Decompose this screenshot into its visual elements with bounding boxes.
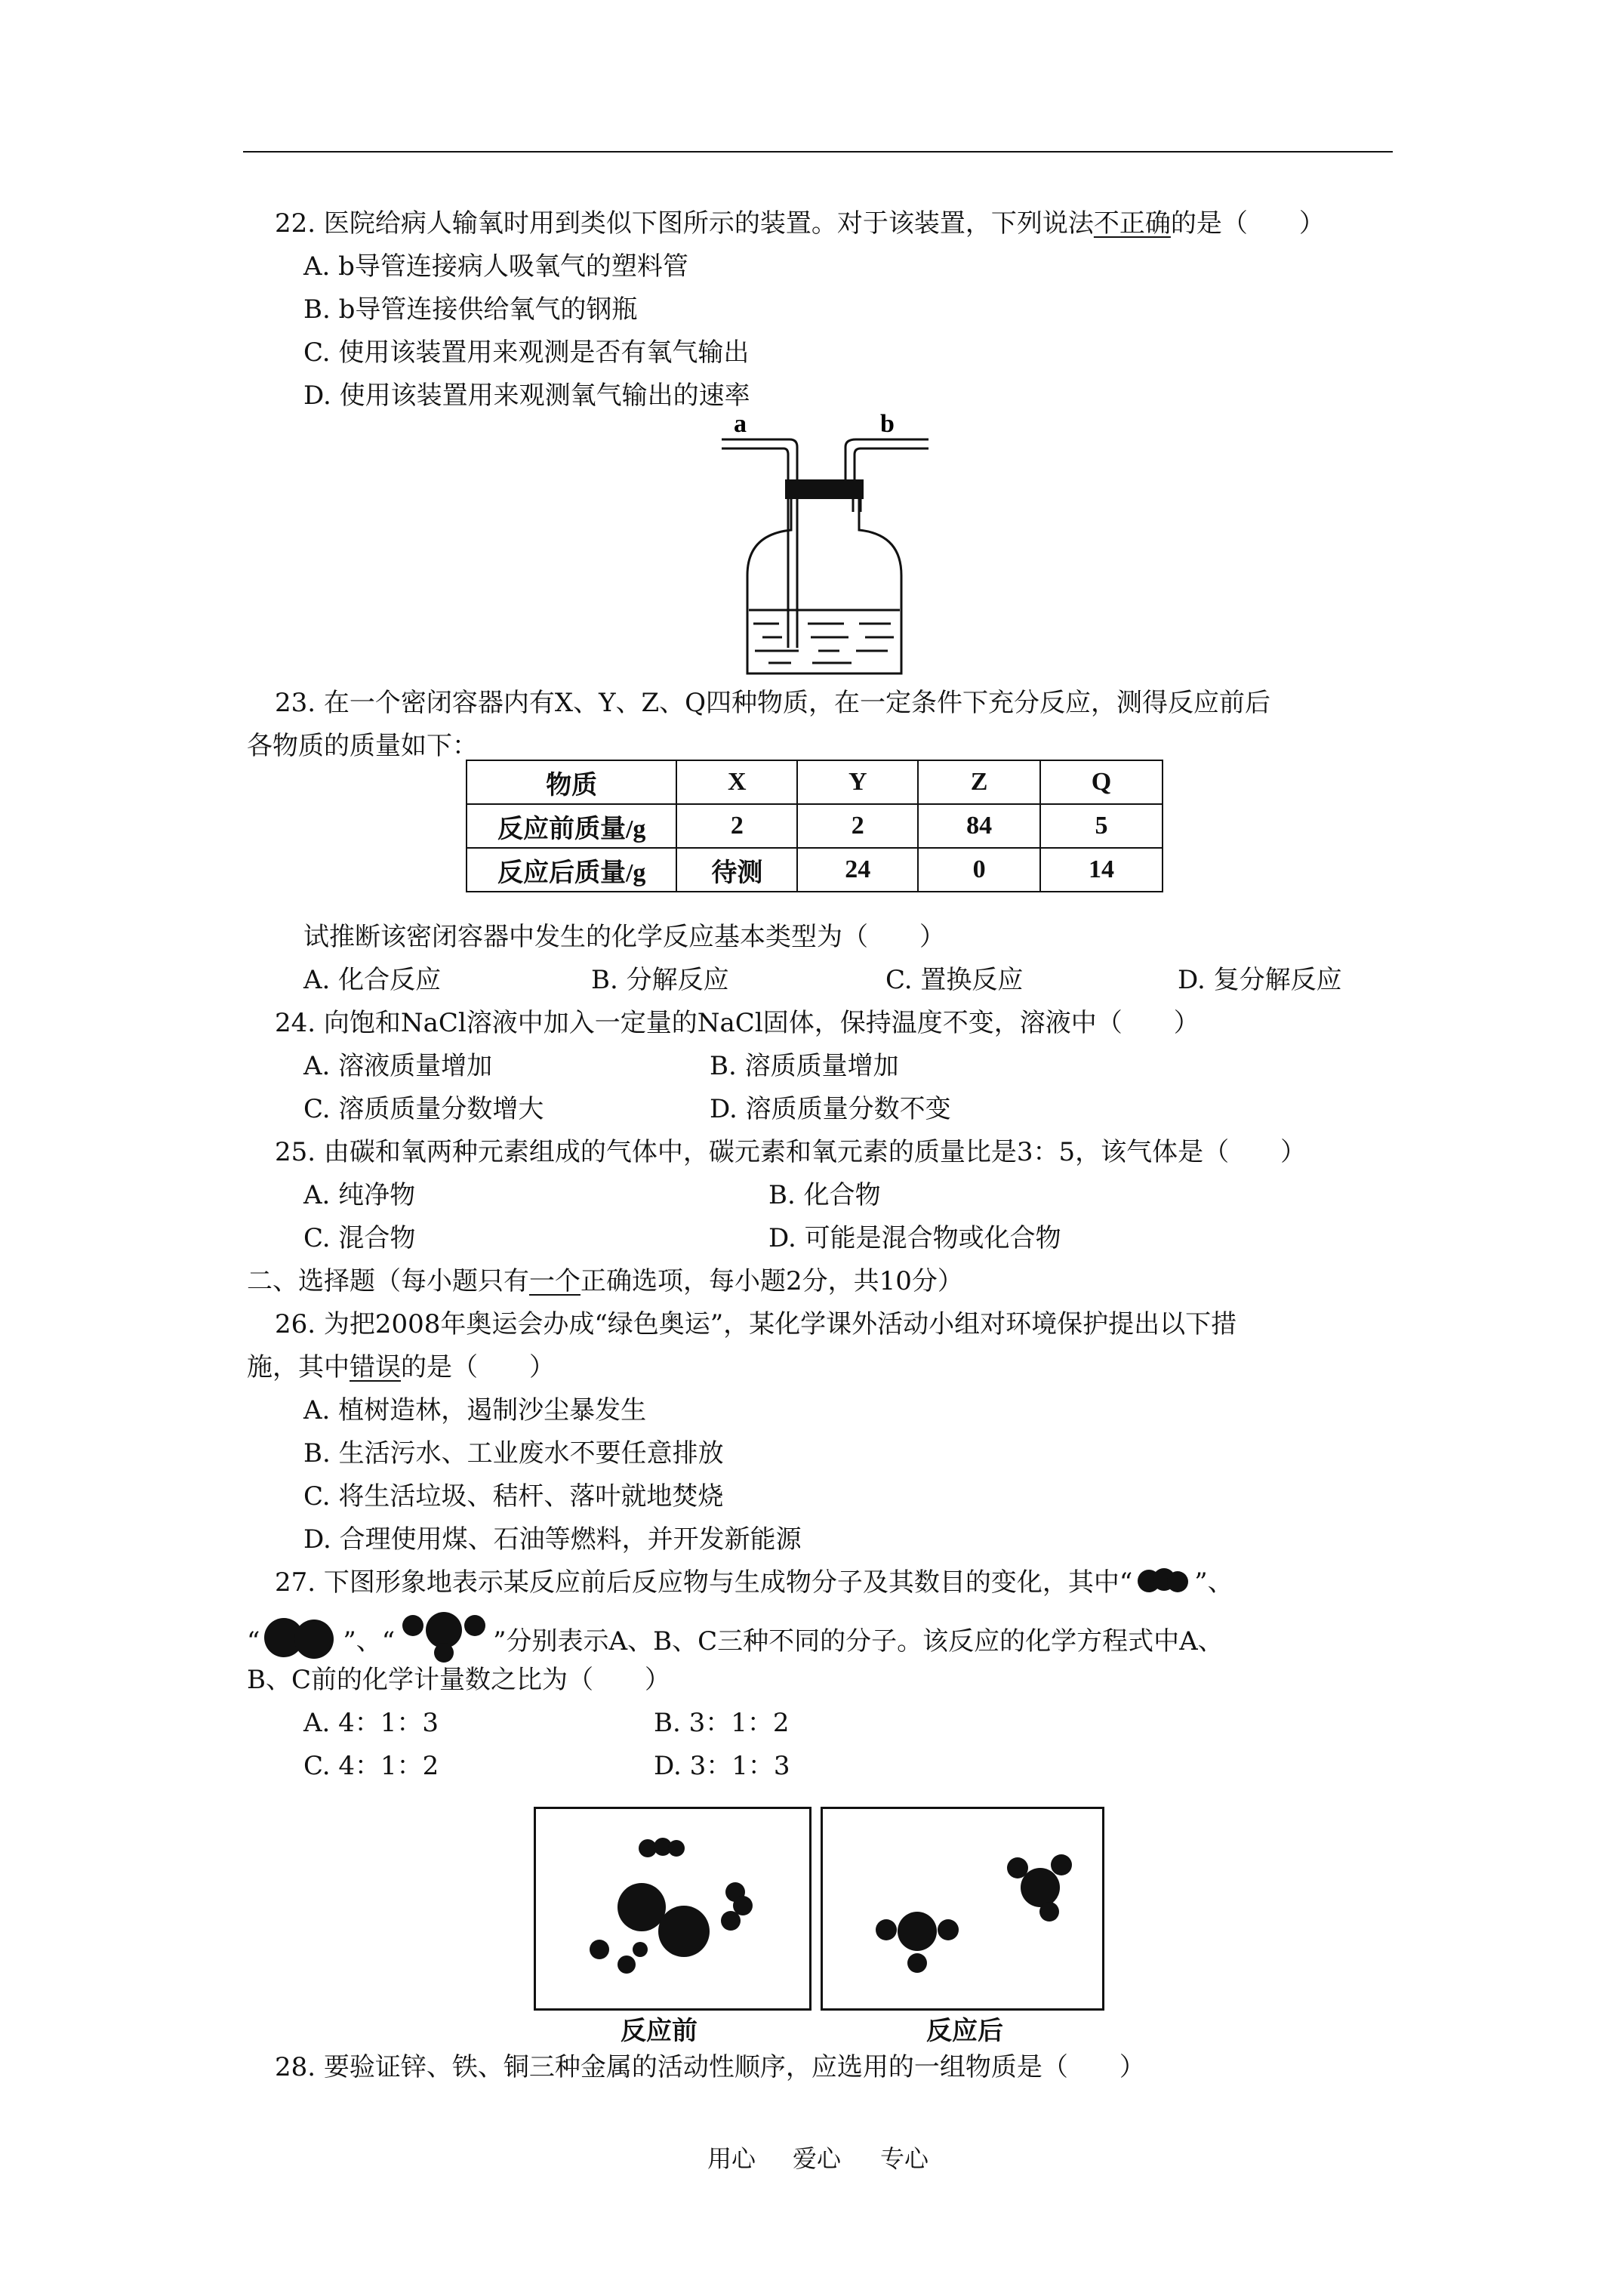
- q25-option-d[interactable]: D. 可能是混合物或化合物: [768, 1223, 1061, 1253]
- after-reaction-panel: [821, 1807, 1104, 2011]
- q27-stem-line3: B、C前的化学计量数之比为（ ）: [247, 1665, 670, 1695]
- table-cell: 14: [1040, 848, 1163, 892]
- q26-stem-line2: 施，其中错误的是（ ）: [247, 1352, 555, 1382]
- q25-option-a[interactable]: A. 纯净物: [303, 1180, 416, 1210]
- q27-option-c[interactable]: C. 4：1：2: [303, 1751, 439, 1781]
- q23-option-a[interactable]: A. 化合反应: [303, 965, 442, 995]
- q23-question: 试推断该密闭容器中发生的化学反应基本类型为（ ）: [303, 922, 945, 952]
- molecule-b-icon: [260, 1615, 343, 1660]
- before-molecules: [536, 1809, 809, 2008]
- bottle-outline: [747, 499, 901, 673]
- table-cell: 0: [918, 848, 1040, 892]
- q25-option-c[interactable]: C. 混合物: [303, 1223, 416, 1253]
- after-caption: 反应后: [926, 2017, 1003, 2045]
- q26-stem-line1: 26. 为把2008年奥运会办成“绿色奥运”，某化学课外活动小组对环境保护提出以下措: [275, 1309, 1237, 1339]
- tube-a-label: a: [734, 410, 747, 438]
- q26-option-b[interactable]: B. 生活污水、工业废水不要任意排放: [303, 1438, 724, 1469]
- gas-washing-bottle-figure: [716, 408, 935, 683]
- table-cell: X: [676, 760, 797, 804]
- q28-stem: 28. 要验证锌、铁、铜三种金属的活动性顺序，应选用的一组物质是（ ）: [275, 2052, 1145, 2082]
- table-cell: 待测: [676, 848, 797, 892]
- table-cell: 2: [676, 804, 797, 848]
- q26-option-d[interactable]: D. 合理使用煤、石油等燃料，并开发新能源: [303, 1524, 802, 1555]
- q23-stem-line1: 23. 在一个密闭容器内有X、Y、Z、Q四种物质，在一定条件下充分反应，测得反应前后: [275, 688, 1271, 718]
- q22-option-c[interactable]: C. 使用该装置用来观测是否有氧气输出: [303, 337, 750, 368]
- table-cell: 物质: [467, 760, 676, 804]
- table-cell: 反应后质量/g: [467, 848, 676, 892]
- tube-b-label: b: [880, 410, 895, 438]
- before-caption: 反应前: [621, 2017, 698, 2045]
- table-row: [467, 760, 1163, 804]
- q27-option-a[interactable]: A. 4：1：3: [303, 1708, 439, 1738]
- q27-option-d[interactable]: D. 3：1：3: [654, 1751, 790, 1781]
- q24-stem: 24. 向饱和NaCl溶液中加入一定量的NaCl固体，保持温度不变，溶液中（ ）: [275, 1008, 1200, 1038]
- table-cell: Y: [797, 760, 918, 804]
- q24-option-a[interactable]: A. 溶液质量增加: [303, 1051, 493, 1081]
- molecule-a-icon: [1132, 1568, 1194, 1594]
- table-cell: 5: [1040, 804, 1163, 848]
- after-molecules: [823, 1809, 1102, 2008]
- before-reaction-panel: [534, 1807, 812, 2011]
- q26-option-c[interactable]: C. 将生活垃圾、秸杆、落叶就地焚烧: [303, 1481, 724, 1512]
- q24-option-d[interactable]: D. 溶质质量分数不变: [710, 1094, 951, 1124]
- q23-option-c[interactable]: C. 置换反应: [885, 965, 1024, 995]
- q23-option-b[interactable]: B. 分解反应: [591, 965, 729, 995]
- table-cell: 反应前质量/g: [467, 804, 676, 848]
- molecule-c-icon: [395, 1609, 493, 1663]
- section-2-heading: 二、选择题（每小题只有一个正确选项，每小题2分，共10分）: [247, 1266, 963, 1296]
- table-cell: Z: [918, 760, 1040, 804]
- rubber-stopper: [785, 479, 864, 499]
- table-row: [467, 804, 1163, 848]
- q24-option-b[interactable]: B. 溶质质量增加: [710, 1051, 899, 1081]
- table-row: [467, 848, 1163, 892]
- q23-stem-line2: 各物质的质量如下：: [247, 731, 478, 761]
- header-rule: [243, 151, 1393, 153]
- q25-stem: 25. 由碳和氧两种元素组成的气体中，碳元素和氧元素的质量比是3：5，该气体是（ ）: [275, 1137, 1307, 1167]
- footer-text-3: 专心: [880, 2144, 929, 2173]
- q27-option-b[interactable]: B. 3：1：2: [654, 1708, 790, 1738]
- q22-option-b[interactable]: B. b导管连接供给氧气的钢瓶: [303, 294, 638, 325]
- q22-stem: 22. 医院给病人输氧时用到类似下图所示的装置。对于该装置，下列说法不正确的是（ ）: [275, 208, 1325, 239]
- water-lines: [753, 624, 894, 663]
- q27-stem-line2: “ ”、“ ”分别表示A、B、C三种不同的分子。该反应的化学方程式中A、: [247, 1609, 1224, 1663]
- table-cell: 24: [797, 848, 918, 892]
- q24-option-c[interactable]: C. 溶质质量分数增大: [303, 1094, 544, 1124]
- footer-text-1: 用心: [707, 2144, 756, 2173]
- q22-option-a[interactable]: A. b导管连接病人吸氧气的塑料管: [303, 251, 688, 282]
- q26-option-a[interactable]: A. 植树造林，遏制沙尘暴发生: [303, 1395, 647, 1425]
- q22-option-d[interactable]: D. 使用该装置用来观测氧气输出的速率: [303, 381, 750, 411]
- table-cell: 2: [797, 804, 918, 848]
- q25-option-b[interactable]: B. 化合物: [768, 1180, 881, 1210]
- footer-text-2: 爱心: [793, 2144, 842, 2173]
- q23-option-d[interactable]: D. 复分解反应: [1178, 965, 1342, 995]
- mass-table: [466, 760, 1163, 892]
- q27-stem-line1: 27. 下图形象地表示某反应前后反应物与生成物分子及其数目的变化，其中“ ”、: [275, 1567, 1233, 1598]
- table-cell: Q: [1040, 760, 1163, 804]
- table-cell: 84: [918, 804, 1040, 848]
